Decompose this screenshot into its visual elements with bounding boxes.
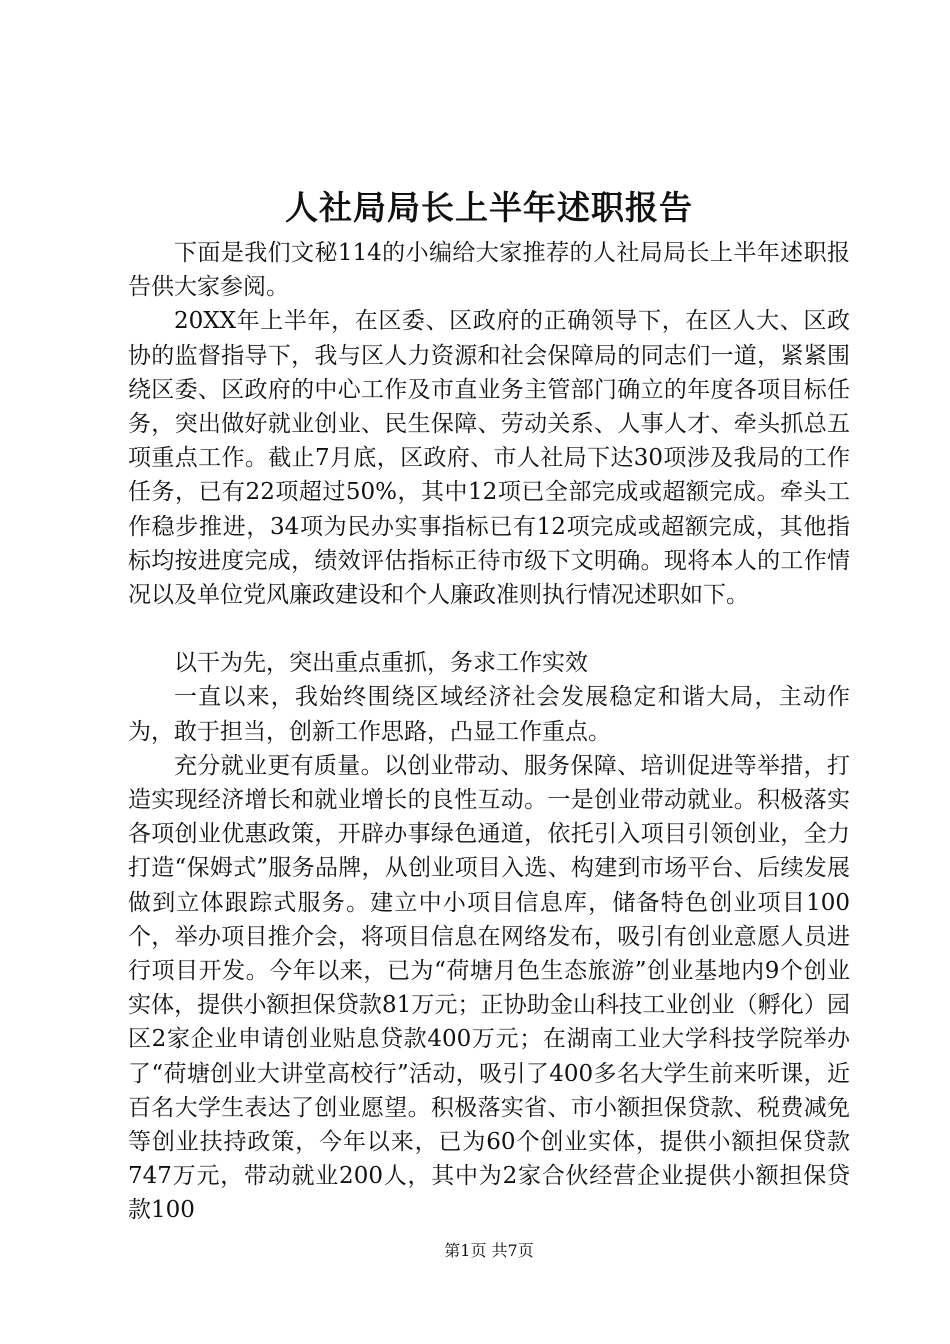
paragraph-approach: 一直以来，我始终围绕区域经济社会发展稳定和谐大局，主动作为，敢于担当，创新工作思路，凸显工作重点。: [128, 684, 850, 745]
paragraph-summary: 20XX年上半年，在区委、区政府的正确领导下，在区人大、区政协的监督指导下，我与区人力资源和社会保障局的同志们一道，紧紧围绕区委、区政府的中心工作及市直业务主管部门确立的年度各项目标任务，突出做好就业创业、民生保障、劳动关系、人事人才、牵头抓总五项重点工作。截止7月底，区政府、市人社局下达30项涉及我局的工作任务，已有22项超过50%，其中12项已全部完成或超额完成。牵头工作稳步推进，34项为民办实事指标已有12项完成或超额完成，其他指标均按进度完成，绩效评估指标正待市级下文明确。现将本人的工作情况以及单位党风廉政建设和个人廉政准则执行情况述职如下。: [128, 308, 850, 609]
section-heading: 以干为先，突出重点重抓，务求工作实效: [174, 650, 588, 677]
page-number-footer: 第1页 共7页: [444, 1241, 534, 1260]
document-body: [128, 236, 850, 1228]
document-title: 人社局局长上半年述职报告: [285, 188, 693, 227]
paragraph-employment: 充分就业更有质量。以创业带动、服务保障、培训促进等举措，打造实现经济增长和就业增长的良性互动。一是创业带动就业。积极落实各项创业优惠政策，开辟办事绿色通道，依托引入项目引领创业，全力打造“保姆式”服务品牌，从创业项目入选、构建到市场平台、后续发展做到立体跟踪式服务。建立中小项目信息库，储备特色创业项目100个，举办项目推介会，将项目信息在网络发布，吸引有创业意愿人员进行项目开发。今年以来，已为“荷塘月色生态旅游”创业基地内9个创业实体，提供小额担保贷款81万元；正协助金山科技工业创业（孵化）园区2家企业申请创业贴息贷款400万元；在湖南工业大学科技学院举办了“荷塘创业大讲堂高校行”活动，吸引了400多名大学生前来听课，近百名大学生表达了创业愿望。积极落实省、市小额担保贷款、税费减免等创业扶持政策，今年以来，已为60个创业实体，提供小额担保贷款747万元，带动就业200人，其中为2家合伙经营企业提供小额担保贷款100: [128, 752, 850, 1224]
paragraph-intro: 下面是我们文秘114的小编给大家推荐的人社局局长上半年述职报告供大家参阅。: [128, 240, 850, 301]
document-page: [128, 0, 850, 1344]
